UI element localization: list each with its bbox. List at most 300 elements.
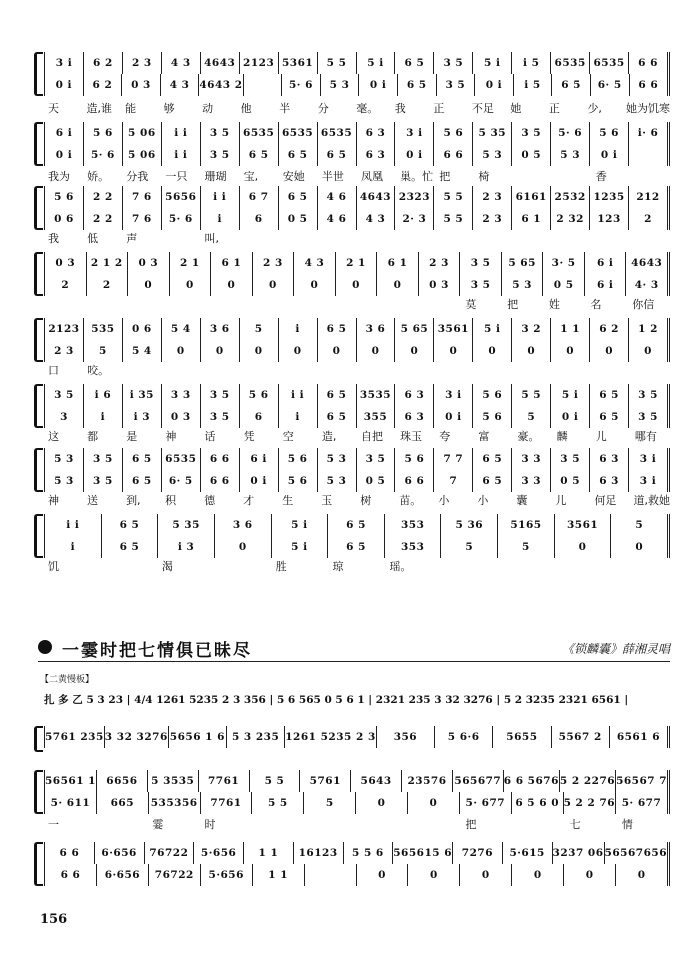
measure: 16123 <box>293 842 343 864</box>
measure: 5 i <box>472 52 511 74</box>
measure: 6 <box>239 406 278 428</box>
measure: 5 4 <box>122 340 161 362</box>
measure: 2· 3 <box>394 208 433 230</box>
lyric-word <box>215 558 272 574</box>
measure: 3 5 <box>628 384 670 406</box>
measure: 4643 <box>356 186 395 208</box>
measure: 6561 6 <box>609 726 670 748</box>
measure: 4 3 <box>293 252 335 274</box>
measure: 0 3 <box>161 406 200 428</box>
measure: 1 1 <box>243 842 293 864</box>
staff-upper <box>44 318 670 340</box>
measure: 6535 <box>239 122 278 144</box>
measure: 0 5 <box>542 274 584 296</box>
measure: 7 7 <box>433 448 472 470</box>
lyric-word: 饥 <box>48 560 59 573</box>
lyric-word: 我 <box>48 232 59 245</box>
lyric-word <box>474 230 513 246</box>
measure: 0 5 <box>278 208 317 230</box>
lyric-word <box>592 230 631 246</box>
measure: 0 i <box>239 470 278 492</box>
lyrics-line <box>44 428 670 444</box>
score-system-7 <box>38 448 670 508</box>
lyric-word <box>211 296 253 312</box>
measure: 5· 6 <box>161 208 200 230</box>
lyric-word: 胜 <box>275 560 287 573</box>
measure: 5 3 <box>472 144 511 166</box>
lyric-word <box>253 296 295 312</box>
measure: 0 i <box>44 144 83 166</box>
lyric-word: 叫, <box>204 232 219 245</box>
measure: 5 2 2276 <box>559 770 615 792</box>
measure: 3 6 <box>356 318 395 340</box>
measure: 3 5 <box>83 470 122 492</box>
measure: 5 36 <box>440 514 497 536</box>
measure: 56567656 <box>604 842 670 864</box>
score-system-5 <box>38 318 670 378</box>
measure: i· 6 <box>628 122 670 144</box>
measure: 5 3 <box>44 470 83 492</box>
measure: 6 i <box>584 274 626 296</box>
measure: 2123 <box>239 52 278 74</box>
measure: 5 i <box>271 514 328 536</box>
measure: 6 5 <box>551 74 590 96</box>
measure: 0 <box>252 274 294 296</box>
measure: 3561 <box>554 514 611 536</box>
lyric-word: 造, <box>321 430 337 443</box>
measure: 5761 235 <box>44 726 104 748</box>
lyric-word: 积 <box>165 494 177 507</box>
score-system-9 <box>38 726 670 756</box>
intro-line: 扎 多 乙 5 3 23 | 4/4 1261 5235 2 3 356 | 5 6 565 0 5 6 1 | 2321 235 3 32 3276 | 5 2 3235 2321 6561 | <box>44 694 629 706</box>
staff-upper <box>44 514 670 536</box>
song-source: 《锁麟囊》薛湘灵唱 <box>561 642 670 656</box>
measure: 5· 611 <box>44 792 96 814</box>
measure: 5567 2 <box>551 726 609 748</box>
measure: 3 6 <box>214 514 271 536</box>
lyric-word: 声 <box>126 232 138 245</box>
measure: 6 3 <box>589 470 628 492</box>
lyrics-line <box>44 230 670 246</box>
lyric-word <box>357 362 396 378</box>
lyric-word: 时 <box>204 818 216 831</box>
measure: 5 5 6 <box>343 842 393 864</box>
measure: 6 6 <box>200 448 239 470</box>
staff-lower <box>44 406 670 428</box>
score-system-2 <box>38 122 670 188</box>
measure: 6 6 <box>433 144 472 166</box>
measure: 5 2 2 76 <box>563 792 616 814</box>
measure: 6161 <box>511 186 550 208</box>
measure: 0 <box>317 340 356 362</box>
measure: 2 1 2 <box>86 252 128 274</box>
measure: 5 65 <box>394 318 433 340</box>
measure: 2 3 <box>252 252 294 274</box>
measure: 5165 <box>497 514 554 536</box>
measure: 5 35 <box>472 122 511 144</box>
measure: 3 i <box>628 470 670 492</box>
measure: 0 <box>210 274 252 296</box>
staff-lower <box>44 864 670 886</box>
measure: 6 i <box>239 448 278 470</box>
measure: 5 5 <box>433 208 472 230</box>
measure: 5655 <box>492 726 550 748</box>
measure: 6 5 6 0 <box>511 792 563 814</box>
lyric-word <box>378 296 420 312</box>
lyric-word: 哪有 <box>634 430 657 443</box>
measure: 3 i <box>628 448 670 470</box>
lyric-word: 小 <box>477 494 489 507</box>
measure: 5· 677 <box>459 792 511 814</box>
measure: 7761 <box>198 770 249 792</box>
lyric-word: 我为 <box>48 170 70 183</box>
lyric-word <box>420 296 462 312</box>
measure: 665 <box>96 792 148 814</box>
measure: 6 5 <box>101 536 158 558</box>
measure: 0 <box>610 536 670 558</box>
measure: 0 <box>239 340 278 362</box>
lyric-word <box>435 230 474 246</box>
measure: i i <box>161 122 200 144</box>
measure: 0 <box>511 340 550 362</box>
lyrics-line <box>44 296 670 312</box>
lyric-word: 动 <box>202 102 214 115</box>
staff-lower <box>44 792 670 814</box>
measure: 6 5 <box>101 514 158 536</box>
measure: 0 <box>628 340 670 362</box>
score-system-6 <box>38 384 670 444</box>
lyric-word: 何足 <box>594 494 617 507</box>
measure: 6 5 <box>327 514 384 536</box>
measure: 0 <box>615 864 670 886</box>
measure: 3 5 <box>200 384 239 406</box>
measure: 6535 <box>317 122 356 144</box>
measure: 535356 <box>148 792 200 814</box>
lyric-word <box>514 362 553 378</box>
measure <box>628 144 670 166</box>
bullet-icon <box>38 640 52 654</box>
measure: 1 1 <box>550 318 589 340</box>
measure: 3 5 <box>459 274 501 296</box>
measure: 0 3 <box>44 252 86 274</box>
measure: 0 <box>355 792 407 814</box>
lyric-word: 神 <box>165 430 177 443</box>
lyric-word: 这 <box>48 430 59 443</box>
measure: 2532 <box>550 186 589 208</box>
measure: 5·656 <box>193 842 243 864</box>
measure: 0 <box>356 340 395 362</box>
lyric-word <box>514 168 553 184</box>
staff-lower <box>44 470 670 492</box>
measure: 5761 <box>299 770 350 792</box>
measure: 2 <box>86 274 128 296</box>
measure: i 35 <box>122 384 161 406</box>
measure: i i <box>278 384 317 406</box>
measure: 3237 06 <box>552 842 604 864</box>
lyric-word: 你信 <box>632 298 655 311</box>
lyric-word <box>592 362 631 378</box>
lyric-word <box>553 168 592 184</box>
measure: 0 <box>407 864 459 886</box>
measure: 2 3 <box>472 208 511 230</box>
measure: 353 <box>384 536 441 558</box>
staff-upper <box>44 770 670 792</box>
lyric-word: 娇。 <box>87 170 110 183</box>
staff-lower <box>44 274 670 296</box>
lyrics-line <box>44 100 670 116</box>
staff-lower <box>44 340 670 362</box>
measure: i 3 <box>157 536 214 558</box>
measure: 0 i <box>589 144 628 166</box>
measure: 56567 7 <box>615 770 670 792</box>
measure: i i <box>44 514 101 536</box>
measure: 6 5 <box>122 448 161 470</box>
measure: 353 <box>384 514 441 536</box>
measure: 6·656 <box>94 842 144 864</box>
lyric-word: 他 <box>240 102 252 115</box>
measure: 6535 <box>161 448 200 470</box>
tempo-marking: 【二黄慢板】 <box>40 675 95 685</box>
page-number: 156 <box>40 912 68 927</box>
lyric-word <box>44 296 86 312</box>
staff-upper <box>44 448 670 470</box>
lyric-word <box>357 816 409 832</box>
measure: 3 32 3276 <box>104 726 168 748</box>
lyric-word: 一只 <box>165 170 188 183</box>
measure: 1 2 <box>628 318 670 340</box>
lyric-word: 少, <box>587 102 602 115</box>
measure: 3· 5 <box>542 252 584 274</box>
measure: 6·656 <box>96 864 148 886</box>
lyric-word: 香 <box>595 170 607 183</box>
lyric-word <box>161 362 200 378</box>
measure: 5 6 <box>472 406 511 428</box>
measure: 5 6 <box>278 470 317 492</box>
lyric-word: 自把 <box>361 430 383 443</box>
measure: 0 <box>356 864 408 886</box>
measure: 5 i <box>472 318 511 340</box>
lyric-word: 玉 <box>321 494 333 507</box>
lyric-word: 够 <box>163 102 175 115</box>
measure: i 3 <box>122 406 161 428</box>
lyric-word: 低 <box>87 232 99 245</box>
measure: 6 3 <box>356 122 395 144</box>
measure: 6 5 <box>317 406 356 428</box>
lyric-word: 椅 <box>478 170 490 183</box>
measure: 5·656 <box>200 864 252 886</box>
lyric-word: 咬。 <box>87 364 110 377</box>
measure: 3 5 <box>550 448 589 470</box>
measure: 76722 <box>144 842 194 864</box>
measure: 0 <box>169 274 211 296</box>
lyric-word: 我 <box>394 102 406 115</box>
measure: 2 2 <box>83 186 122 208</box>
lyric-word <box>396 230 435 246</box>
measure: 0 5 <box>356 470 395 492</box>
lyric-word: 莫 <box>465 298 477 311</box>
measure: 0 <box>394 340 433 362</box>
measure: 6 6 <box>629 74 671 96</box>
measure: 5 3 <box>317 470 356 492</box>
measure: 56561 1 <box>44 770 96 792</box>
measure: 5 6 <box>239 384 278 406</box>
measure: 6 5 <box>472 448 511 470</box>
measure: 6 6 <box>44 864 96 886</box>
lyric-word <box>169 296 211 312</box>
lyric-word <box>514 816 566 832</box>
measure: 6 6 <box>200 470 239 492</box>
staff-upper <box>44 842 670 864</box>
measure: 5 6·6 <box>434 726 492 748</box>
song-title: 一霎时把七情俱已昧尽 <box>62 641 252 661</box>
score-system-10 <box>38 770 670 834</box>
measure: 6 5 <box>317 384 356 406</box>
lyrics-line <box>44 362 670 378</box>
measure: 23576 <box>401 770 452 792</box>
measure: 5 6 <box>433 122 472 144</box>
lyric-word: 到, <box>126 494 141 507</box>
measure <box>243 74 282 96</box>
measure: 5 3 <box>317 448 356 470</box>
staff-lower <box>44 74 670 96</box>
measure: 2 32 <box>550 208 589 230</box>
measure: 3 <box>44 406 83 428</box>
measure: 6 i <box>44 122 83 144</box>
lyric-word <box>553 230 592 246</box>
measure: 3 i <box>433 384 472 406</box>
measure: 3 i <box>394 122 433 144</box>
measure: 5 6 <box>83 122 122 144</box>
lyric-word <box>122 362 161 378</box>
lyric-word: 她为饥寒 <box>625 102 670 115</box>
measure: 5 i <box>271 536 328 558</box>
measure: 0 <box>278 340 317 362</box>
measure: 2323 <box>394 186 433 208</box>
song-header <box>38 636 670 660</box>
lyrics-line <box>44 816 670 832</box>
measure: 5 <box>610 514 670 536</box>
measure: 4 6 <box>317 208 356 230</box>
score-system-11 <box>38 842 670 892</box>
measure: 2 1 <box>169 252 211 274</box>
measure: 6 3 <box>394 384 433 406</box>
measure: 0 <box>200 340 239 362</box>
lyric-word: 生 <box>282 494 294 507</box>
lyric-word <box>240 362 279 378</box>
lyric-word <box>279 230 318 246</box>
lyric-word: 才 <box>243 494 255 507</box>
measure: 5 6 <box>44 186 83 208</box>
measure: 4· 3 <box>625 274 670 296</box>
measure: 5 5 <box>433 186 472 208</box>
measure: 5·615 <box>502 842 552 864</box>
measure: 0 <box>472 340 511 362</box>
measure: 1 1 <box>252 864 304 886</box>
measure: 212 <box>628 186 670 208</box>
lyric-word: 半 <box>279 102 291 115</box>
measure: 3 3 <box>511 448 550 470</box>
lyric-word <box>435 362 474 378</box>
measure: 5 3535 <box>147 770 198 792</box>
measure: i i <box>200 186 239 208</box>
lyric-word: 毫。 <box>356 102 379 115</box>
score-system-3 <box>38 186 670 246</box>
measure: 3 5 <box>356 448 395 470</box>
measure: 0 i <box>433 406 472 428</box>
measure: 3 5 <box>83 448 122 470</box>
lyric-word: 渴 <box>161 560 173 573</box>
lyric-word: 能 <box>125 102 137 115</box>
lyrics-line <box>44 168 670 184</box>
lyric-word: 宝, <box>243 170 259 183</box>
measure: 1261 5235 2 3 <box>284 726 376 748</box>
lyric-word <box>631 168 670 184</box>
measure: 3 3 <box>161 384 200 406</box>
measure: i 5 <box>511 52 550 74</box>
measure: 7 6 <box>122 208 161 230</box>
lyric-word: 情 <box>621 818 633 831</box>
measure: 0 3 <box>121 74 160 96</box>
measure: 6656 <box>96 770 147 792</box>
measure: 5 6 <box>394 448 433 470</box>
lyric-word <box>396 362 435 378</box>
measure: i 6 <box>83 384 122 406</box>
measure: 76722 <box>148 864 200 886</box>
measure: 2 3 <box>418 252 460 274</box>
lyric-word <box>631 230 670 246</box>
staff-upper <box>44 122 670 144</box>
lyric-word: 瑶。 <box>389 560 412 573</box>
measure: 3535 <box>356 384 395 406</box>
measure: i <box>278 318 317 340</box>
measure: 0 <box>511 864 563 886</box>
measure: 5 <box>83 340 122 362</box>
measure: 0 3 <box>418 274 460 296</box>
measure: 356 <box>376 726 434 748</box>
measure: 2123 <box>44 318 83 340</box>
lyric-word: 富 <box>478 430 490 443</box>
measure: 6 3 <box>356 144 395 166</box>
measure: 7276 <box>452 842 502 864</box>
measure: 6· 5 <box>161 470 200 492</box>
lyric-word: 话 <box>204 430 216 443</box>
measure: 4 3 <box>160 74 199 96</box>
measure: 6 7 <box>239 186 278 208</box>
measure: 0 <box>161 340 200 362</box>
measure: 2 3 <box>122 52 161 74</box>
measure: 6 i <box>584 252 626 274</box>
staff-lower <box>44 208 670 230</box>
lyric-word <box>318 230 357 246</box>
measure: 0 <box>554 536 611 558</box>
lyric-word: 琼 <box>332 560 344 573</box>
measure: i <box>200 208 239 230</box>
lyric-word <box>240 230 279 246</box>
measure: 6 5 <box>239 144 278 166</box>
measure: 3 i <box>44 52 83 74</box>
measure: 5 3 <box>550 144 589 166</box>
measure: 5 4 <box>161 318 200 340</box>
measure: 2 <box>44 274 86 296</box>
measure: 3 5 <box>200 144 239 166</box>
measure: 0 <box>589 340 628 362</box>
measure: 2 1 <box>335 252 377 274</box>
staff-upper <box>44 186 670 208</box>
measure: 0 i <box>550 406 589 428</box>
lyric-word: 囊 <box>516 494 528 507</box>
lyric-word <box>305 816 357 832</box>
lyric-word: 口 <box>48 364 59 377</box>
